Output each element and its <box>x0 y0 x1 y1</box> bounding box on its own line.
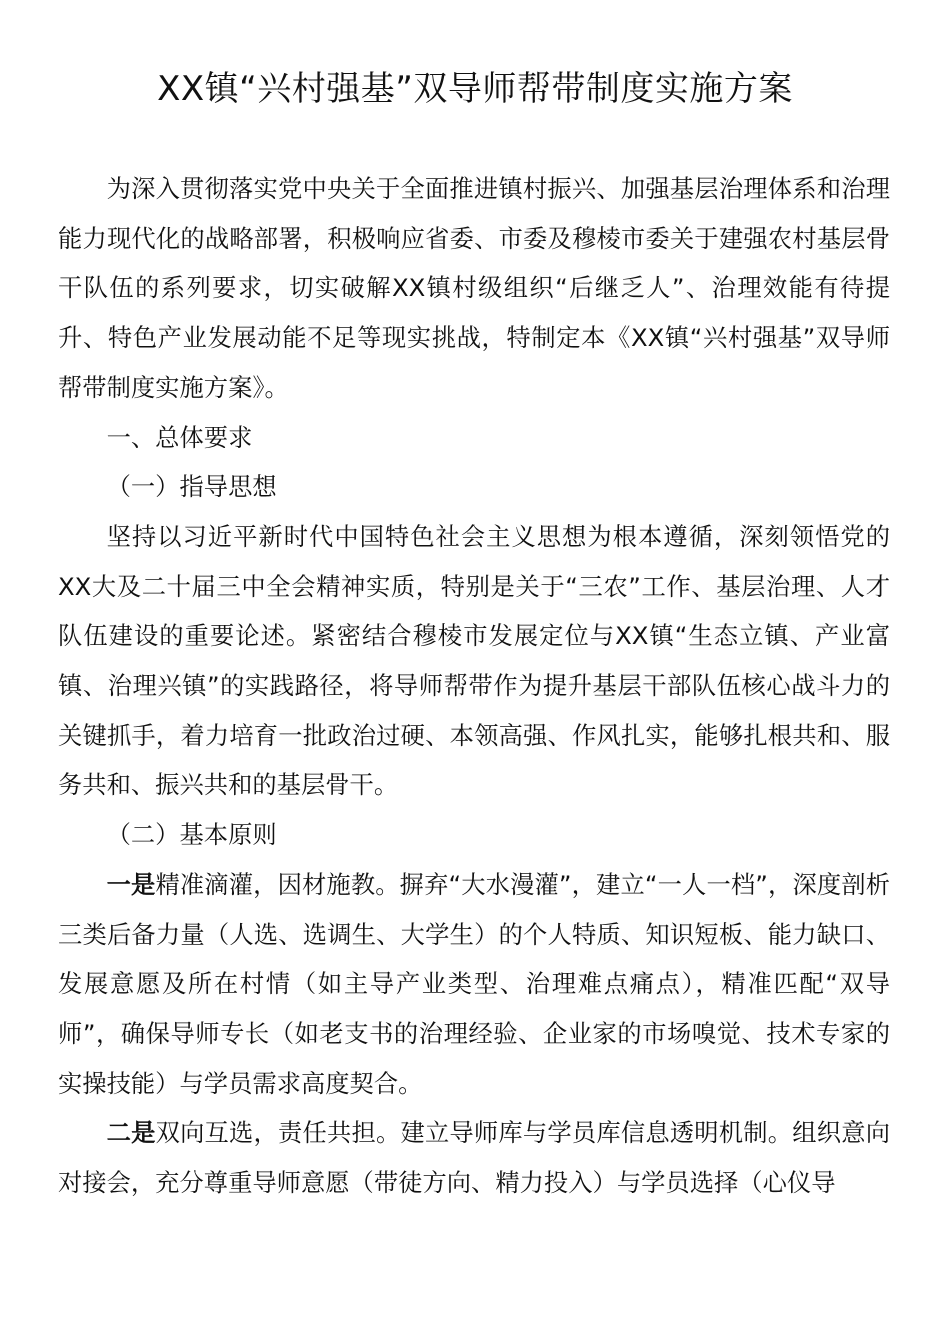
document-title: XX镇“兴村强基”双导师帮带制度实施方案 <box>157 69 793 109</box>
guiding-ideology-paragraph: 坚持以习近平新时代中国特色社会主义思想为根本遵循，深刻领悟党的XX大及二十届三中全会精神实质，特别是关于“三农”工作、基层治理、人才队伍建设的重要论述。紧密结合穆棱市发展定位与XX镇“生态立镇、产业富镇、治理兴镇”的实践路径，将导师帮带作为提升基层干部队伍核心战斗力的关键抓手，着力培育一批政治过硬、本领高强、作风扎实，能够扎根共和、服务共和、振兴共和的基层骨干。 <box>58 521 890 800</box>
subsection-heading-guiding-ideology: （一）指导思想 <box>106 472 277 502</box>
intro-paragraph: 为深入贯彻落实党中央关于全面推进镇村振兴、加强基层治理体系和治理能力现代化的战略部署，积极响应省委、市委及穆棱市委关于建强农村基层骨干队伍的系列要求，切实破解XX镇村级组织“后继乏人”、治理效能有待提升、特色产业发展动能不足等现实挑战，特制定本《XX镇“兴村强基”双导师帮带制度实施方案》。 <box>58 174 890 402</box>
principle-lead-1: 一是 <box>106 869 156 899</box>
principle-text-1: 精准滴灌，因材施教。摒弃“大水漫灌”，建立“一人一档”，深度剖析三类后备力量（人选、选调生、大学生）的个人特质、知识短板、能力缺口、发展意愿及所在村情（如主导产业类型、治理难点痛点），精准匹配“双导师”，确保导师专长（如老支书的治理经验、企业家的市场嗅觉、技术专家的实操技能）与学员需求高度契合。 <box>58 869 891 1098</box>
subsection-heading-basic-principles: （二）基本原则 <box>106 820 277 850</box>
principle-paragraph-2 <box>58 1108 890 1207</box>
principle-paragraph-1 <box>58 860 890 1109</box>
document-body <box>58 164 890 1208</box>
section-heading-general-requirements: 一、总体要求 <box>106 422 253 452</box>
principle-lead-2: 二是 <box>106 1118 156 1148</box>
principle-text-2: 双向互选，责任共担。建立导师库与学员库信息透明机制。组织意向对接会，充分尊重导师意愿（带徒方向、精力投入）与学员选择（心仪导 <box>58 1118 891 1198</box>
